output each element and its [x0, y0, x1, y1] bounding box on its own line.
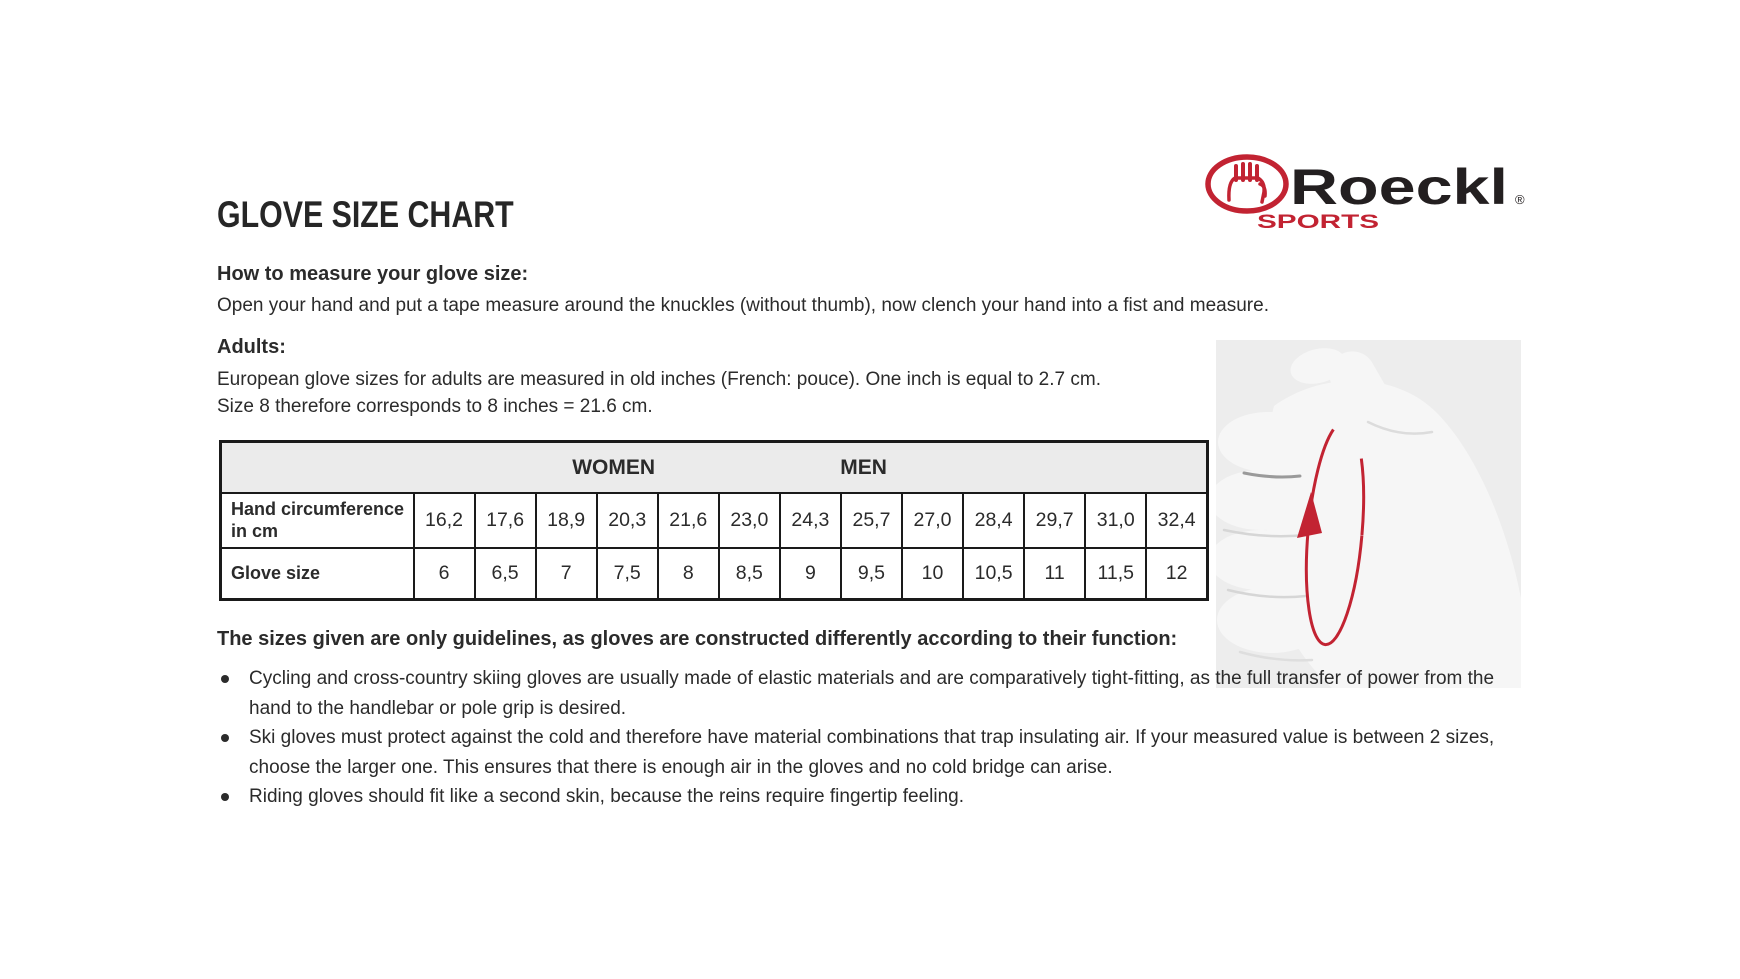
size-value-cell: 23,0 [719, 493, 780, 548]
row-label-hand-circumference: Hand circumference in cm [221, 493, 414, 548]
page-title: GLOVE SIZE CHART [217, 194, 514, 235]
size-value-cell: 9,5 [841, 548, 902, 600]
roeckl-fist-icon [1208, 157, 1286, 211]
size-value-cell: 20,3 [597, 493, 658, 548]
size-value-cell: 24,3 [780, 493, 841, 548]
size-value-cell: 10,5 [963, 548, 1024, 600]
size-value-cell: 9 [780, 548, 841, 600]
size-value-cell: 8 [658, 548, 719, 600]
size-value-cell: 17,6 [475, 493, 536, 548]
guideline-text: Cycling and cross-country skiing gloves are usually made of elastic materials and are comparatively tight-fitting, as the full transfer of power from the hand to the handlebar or pole grip is desired. [249, 668, 1495, 719]
bullet-icon [221, 793, 229, 801]
bullet-icon [221, 675, 229, 683]
how-to-heading: How to measure your glove size: [217, 263, 529, 285]
size-value-cell: 8,5 [719, 548, 780, 600]
logo-subbrand-text: SPORTS [1257, 212, 1379, 233]
guideline-item [217, 782, 1537, 812]
how-to-body: Open your hand and put a tape measure around the knuckles (without thumb), now clench your hand into a fist and measure. [217, 295, 1269, 316]
guideline-text: Ski gloves must protect against the cold and therefore have material combinations that trap insulating air. If your measured value is between 2 sizes, choose the larger one. This ensures that there is enough air in the gloves and no cold bridge can arise. [249, 727, 1495, 778]
adults-line-2: Size 8 therefore corresponds to 8 inches = 21.6 cm. [217, 396, 653, 417]
hand-measure-illustration [1216, 340, 1521, 688]
group-header-cell [221, 442, 1208, 494]
women-header: WOMEN [572, 455, 656, 479]
size-value-cell: 6,5 [475, 548, 536, 600]
size-value-cell: 11 [1024, 548, 1085, 600]
size-value-cell: 7,5 [597, 548, 658, 600]
size-value-cell: 12 [1146, 548, 1207, 600]
size-value-cell: 6 [414, 548, 475, 600]
logo-brand-text: Roeckl [1290, 159, 1508, 215]
bullet-icon [221, 734, 229, 742]
adults-heading: Adults: [217, 336, 286, 358]
size-value-cell: 7 [536, 548, 597, 600]
roeckl-sports-logo [1205, 148, 1535, 243]
men-header: MEN [840, 455, 887, 479]
size-value-cell: 21,6 [658, 493, 719, 548]
size-value-cell: 29,7 [1024, 493, 1085, 548]
size-value-cell: 16,2 [414, 493, 475, 548]
roeckl-logo-graphic [1205, 148, 1535, 243]
size-value-cell: 27,0 [902, 493, 963, 548]
size-value-cell: 32,4 [1146, 493, 1207, 548]
guidelines-list [217, 664, 1537, 812]
glove-size-table [219, 440, 1209, 601]
adults-line-1: European glove sizes for adults are measured in old inches (French: pouce). One inch is equal to 2.7 cm. [217, 369, 1101, 390]
registered-trademark-icon: ® [1515, 192, 1525, 207]
row-label-glove-size: Glove size [221, 548, 414, 600]
guideline-item [217, 664, 1537, 723]
size-value-cell: 25,7 [841, 493, 902, 548]
fist-photo-graphic [1216, 340, 1521, 688]
guideline-item [217, 723, 1537, 782]
hand-circumference-row [221, 493, 1208, 548]
glove-size-row [221, 548, 1208, 600]
size-value-cell: 31,0 [1085, 493, 1146, 548]
table-group-header-row [221, 442, 1208, 494]
size-value-cell: 10 [902, 548, 963, 600]
guideline-text: Riding gloves should fit like a second skin, because the reins require fingertip feeling. [249, 786, 965, 807]
size-value-cell: 28,4 [963, 493, 1024, 548]
size-value-cell: 11,5 [1085, 548, 1146, 600]
size-value-cell: 18,9 [536, 493, 597, 548]
guidelines-heading: The sizes given are only guidelines, as gloves are constructed differently according to their function: [217, 628, 1178, 650]
